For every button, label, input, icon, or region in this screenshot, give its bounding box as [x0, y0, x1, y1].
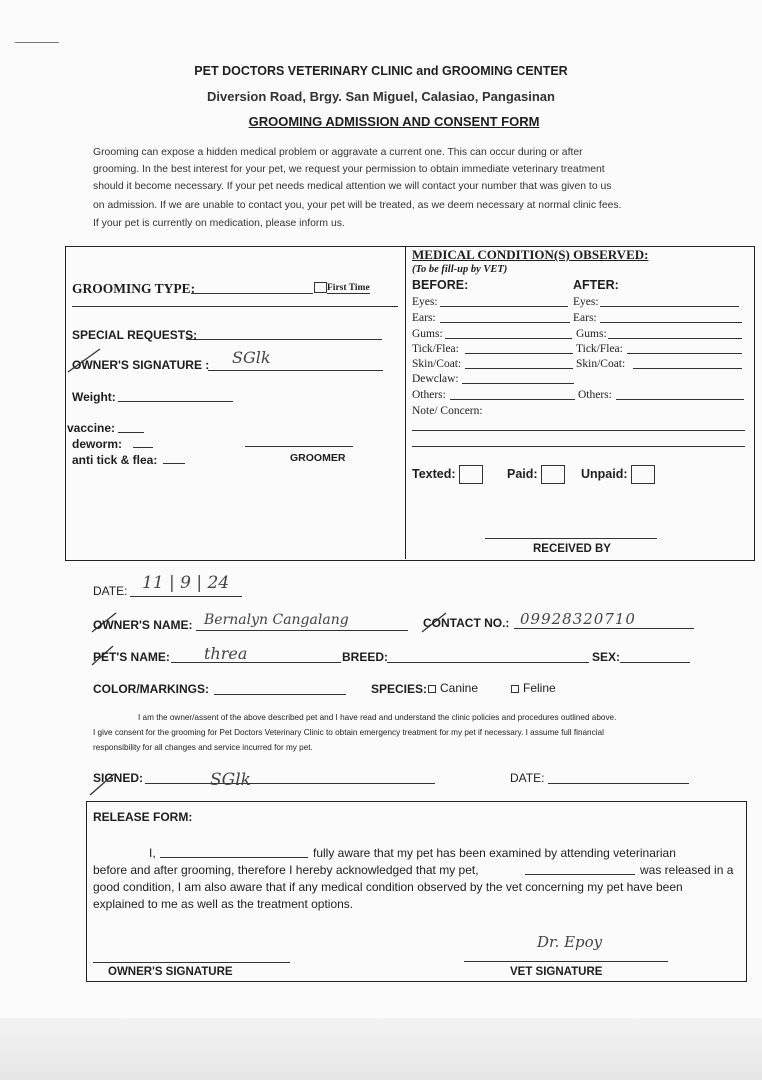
grooming-type-label: GROOMING TYPE: [72, 281, 196, 296]
after-others-field[interactable] [616, 399, 744, 400]
note-concern-field-2[interactable] [412, 446, 745, 447]
groomer-field[interactable] [245, 446, 353, 447]
vet-signature-value: Dr. Epoy [537, 933, 603, 951]
release-owner-signature-label: OWNER'S SIGNATURE [108, 966, 233, 978]
contact-value: 09928320710 [520, 610, 636, 628]
medical-condition-subtitle: (To be fill-up by VET) [412, 264, 508, 275]
release-text-3: good condition, I am also aware that if any medical condition observed by the vet concerning my pet have been [93, 880, 683, 894]
before-tick-label: Tick/Flea: [412, 343, 459, 355]
canine-label: Canine [440, 681, 479, 695]
deworm-field[interactable] [133, 447, 153, 448]
intro-line: Grooming can expose a hidden medical problem or aggravate a current one. This can occur during or after [93, 147, 583, 158]
anti-tick-label: anti tick & flea: [72, 453, 158, 467]
release-text-2a: before and after grooming, therefore I hereby acknowledged that my pet, [93, 863, 479, 877]
pet-name-label: PET'S NAME: [93, 650, 170, 664]
color-markings-field[interactable] [214, 694, 346, 695]
after-gums-label: Gums: [576, 328, 607, 340]
before-ears-field[interactable] [440, 322, 570, 323]
texted-checkbox[interactable] [412, 465, 483, 484]
feline-option[interactable] [511, 681, 556, 695]
intro-line: on admission. If we are unable to contact you, your pet will be treated, as we deem necessary at normal clinic fees. [93, 200, 622, 211]
checkbox-icon[interactable] [511, 685, 519, 693]
after-skin-field[interactable] [633, 368, 742, 369]
deworm-label: deworm: [72, 437, 123, 451]
received-by-label: RECEIVED BY [533, 543, 611, 555]
consent-line-1: I am the owner/assent of the above described pet and I have read and understand the clinic policies and procedures outlined above. [138, 713, 617, 722]
before-others-field[interactable] [450, 399, 575, 400]
consent-date-field[interactable] [548, 783, 689, 784]
texted-label: Texted: [412, 466, 456, 481]
special-requests-label: SPECIAL REQUESTS: [72, 328, 198, 342]
weight-label: Weight: [72, 390, 116, 404]
medical-condition-title: MEDICAL CONDITION(S) OBSERVED: [412, 247, 649, 262]
after-gums-field[interactable] [608, 338, 742, 339]
release-name-field[interactable] [160, 857, 308, 858]
special-requests-field[interactable] [186, 339, 382, 340]
release-i-label: I, [149, 846, 156, 860]
vet-signature-label: VET SIGNATURE [510, 966, 603, 978]
unpaid-label: Unpaid: [581, 466, 628, 481]
first-time-label: First Time [327, 282, 370, 293]
before-skin-label: Skin/Coat: [412, 358, 462, 370]
checkbox-icon[interactable] [631, 465, 655, 484]
owner-signature-label: OWNER'S SIGNATURE : [72, 358, 210, 372]
checkbox-icon[interactable] [459, 465, 483, 484]
before-gums-label: Gums: [412, 328, 443, 340]
after-eyes-field[interactable] [600, 306, 739, 307]
after-ears-field[interactable] [600, 322, 742, 323]
before-eyes-field[interactable] [440, 306, 568, 307]
date-value: 11 | 9 | 24 [142, 573, 230, 593]
first-time-checkbox[interactable] [314, 282, 370, 293]
contact-label: CONTACT NO.: [423, 616, 510, 630]
owner-name-value: Bernalyn Cangalang [204, 612, 349, 628]
before-dewclaw-label: Dewclaw: [412, 373, 459, 385]
release-text-1: fully aware that my pet has been examined by attending veterinarian [313, 846, 676, 860]
vet-signature-field[interactable] [464, 961, 668, 962]
weight-field[interactable] [118, 401, 233, 402]
groomer-label: GROOMER [290, 452, 346, 464]
pet-name-field[interactable] [171, 662, 341, 663]
after-tick-field[interactable] [627, 353, 742, 354]
after-others-label: Others: [578, 389, 612, 401]
before-ears-label: Ears: [412, 312, 436, 324]
date-label: DATE: [93, 584, 128, 598]
vaccine-label: vaccine: [67, 421, 116, 435]
page-bottom-shadow [0, 1018, 762, 1080]
after-ears-label: Ears: [573, 312, 597, 324]
note-concern-label: Note/ Concern: [412, 405, 483, 417]
before-dewclaw-field[interactable] [462, 383, 574, 384]
checkbox-icon[interactable] [541, 465, 565, 484]
anti-tick-field[interactable] [163, 463, 185, 464]
consent-line-3: responsibility for all changes and service incurred for my pet. [93, 743, 313, 752]
owner-name-field[interactable] [196, 630, 408, 631]
before-tick-field[interactable] [465, 353, 573, 354]
paid-checkbox[interactable] [507, 465, 565, 484]
checkbox-icon[interactable] [314, 282, 327, 293]
before-gums-field[interactable] [445, 338, 572, 339]
intro-line: should it become necessary. If your pet needs medical attention we will contact your number that was given to us [93, 181, 612, 192]
checkbox-icon[interactable] [428, 685, 436, 693]
color-markings-label: COLOR/MARKINGS: [93, 682, 209, 696]
breed-label: BREED: [342, 650, 389, 664]
form-title: GROOMING ADMISSION AND CONSENT FORM [248, 114, 540, 129]
note-concern-field-1[interactable] [412, 430, 745, 431]
after-label: AFTER: [573, 278, 619, 292]
after-skin-label: Skin/Coat: [576, 358, 626, 370]
owner-signature-field[interactable] [208, 370, 383, 371]
unpaid-checkbox[interactable] [581, 465, 655, 484]
release-owner-signature-field[interactable] [93, 962, 290, 963]
before-skin-field[interactable] [465, 368, 573, 369]
before-label: BEFORE: [412, 278, 469, 292]
panel-divider [405, 246, 406, 559]
consent-line-2: I give consent for the grooming for Pet Doctors Veterinary Clinic to obtain emergency treatment for my pet if necessary. I assume full financial [93, 728, 604, 737]
sex-field[interactable] [620, 662, 690, 663]
release-form-title: RELEASE FORM: [93, 810, 193, 824]
after-tick-label: Tick/Flea: [576, 343, 623, 355]
grooming-type-field[interactable] [191, 293, 313, 294]
intro-line: If your pet is currently on medication, please inform us. [93, 218, 345, 229]
before-others-label: Others: [412, 389, 446, 401]
canine-option[interactable] [428, 681, 478, 695]
feline-label: Feline [523, 681, 556, 695]
release-text-2b: was released in a [640, 863, 734, 877]
received-by-field[interactable] [485, 538, 657, 539]
scan-mark [15, 42, 59, 43]
pet-name-value: threa [204, 644, 248, 663]
clinic-name: PET DOCTORS VETERINARY CLINIC and GROOMING CENTER [194, 64, 568, 78]
species-label: SPECIES: [371, 682, 428, 696]
paid-label: Paid: [507, 466, 538, 481]
owner-signature-value: SGlk [232, 348, 271, 367]
clinic-address: Diversion Road, Brgy. San Miguel, Calasiao, Pangasinan [207, 89, 555, 104]
release-pet-field[interactable] [525, 874, 635, 875]
signed-value: SGlk [210, 770, 251, 790]
sex-label: SEX: [592, 650, 621, 664]
release-text-4: explained to me as well as the treatment options. [93, 897, 354, 911]
contact-field[interactable] [514, 628, 694, 629]
grooming-type-field-2[interactable] [72, 306, 398, 307]
vaccine-field[interactable] [118, 432, 144, 433]
date-field[interactable] [130, 596, 242, 597]
strike-mark [60, 345, 110, 375]
owner-name-label: OWNER'S NAME: [93, 618, 193, 632]
before-eyes-label: Eyes: [412, 296, 438, 308]
signed-label: SIGNED: [93, 771, 144, 785]
breed-field[interactable] [387, 662, 589, 663]
after-eyes-label: Eyes: [573, 296, 599, 308]
consent-date-label: DATE: [510, 771, 545, 785]
intro-line: grooming. In the best interest for your pet, we request your permission to obtain immediate veterinary treatment [93, 164, 605, 175]
signed-field[interactable] [145, 783, 435, 784]
